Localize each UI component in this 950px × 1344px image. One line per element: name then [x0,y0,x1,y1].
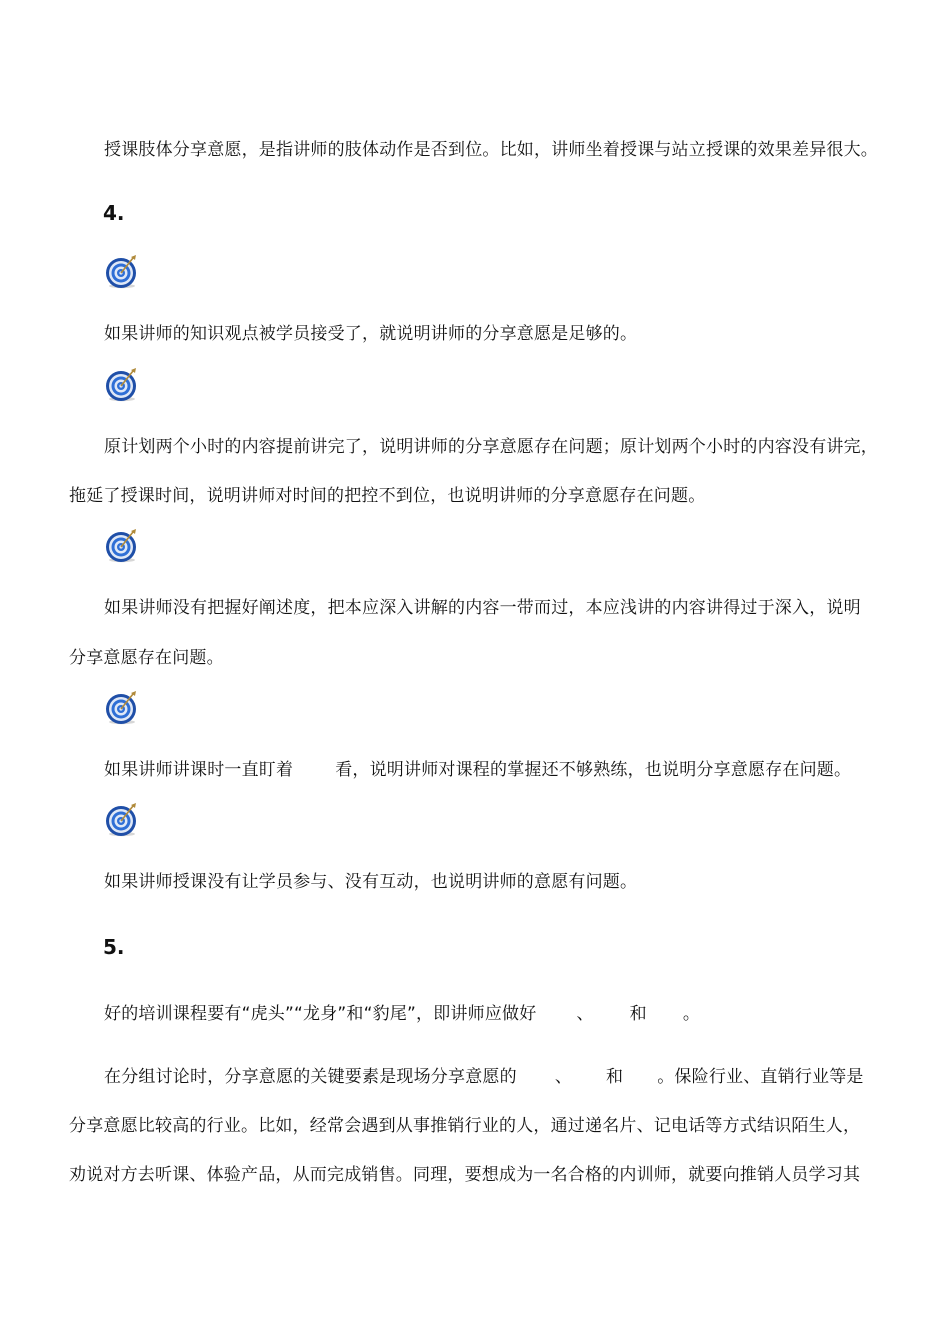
target-icon [104,690,140,726]
paragraph-course-part-d: 。 [682,1004,701,1024]
section-heading-4: 4. [103,201,125,225]
paragraph-stare [104,759,851,781]
paragraph-group-line1 [104,1066,864,1088]
target-icon [104,254,140,290]
paragraph-stare-part-b: 看，说明讲师对课程的掌握还不够熟练，也说明分享意愿存在问题。 [335,760,852,780]
paragraph-course-part-c: 和 [629,1004,647,1024]
paragraph-group-part-a: 在分组讨论时，分享意愿的关键要素是现场分享意愿的 [104,1067,517,1087]
paragraph-time-line2: 拖延了授课时间，说明讲师对时间的把控不到位，也说明讲师的分享意愿存在问题。 [69,486,706,506]
paragraph-group-line2: 分享意愿比较高的行业。比如，经常会遇到从事推销行业的人，通过递名片、记电话等方式结识陌生人， [69,1116,861,1136]
paragraph-interact: 如果讲师授课没有让学员参与、没有互动，也说明讲师的意愿有问题。 [104,872,638,892]
paragraph-course-part-a: 好的培训课程要有“虎头”“龙身”和“豹尾”，即讲师应做好 [104,1004,537,1024]
paragraph-group-part-c: 和 [606,1067,624,1087]
target-icon [104,528,140,564]
section-heading-5: 5. [103,935,125,959]
target-icon [104,802,140,838]
paragraph-intro: 授课肢体分享意愿，是指讲师的肢体动作是否到位。比如，讲师坐着授课与站立授课的效果差异很大。 [104,140,878,160]
paragraph-stare-part-a: 如果讲师讲课时一直盯着 [104,760,294,780]
paragraph-group-line3: 劝说对方去听课、体验产品，从而完成销售。同理，要想成为一名合格的内训师，就要向推销人员学习其 [69,1165,861,1185]
paragraph-accept: 如果讲师的知识观点被学员接受了，就说明讲师的分享意愿是足够的。 [104,324,638,344]
paragraph-time-line1: 原计划两个小时的内容提前讲完了，说明讲师的分享意愿存在问题；原计划两个小时的内容没有讲完， [104,437,878,457]
paragraph-group-part-b: 、 [554,1067,573,1087]
paragraph-depth-line2: 分享意愿存在问题。 [69,648,224,668]
paragraph-group-part-d: 。保险行业、直销行业等是 [657,1067,864,1087]
target-icon [104,367,140,403]
paragraph-course-part-b: 、 [576,1004,594,1024]
paragraph-depth-line1: 如果讲师没有把握好阐述度，把本应深入讲解的内容一带而过，本应浅讲的内容讲得过于深入，说明 [104,598,861,618]
paragraph-course [104,1003,700,1025]
